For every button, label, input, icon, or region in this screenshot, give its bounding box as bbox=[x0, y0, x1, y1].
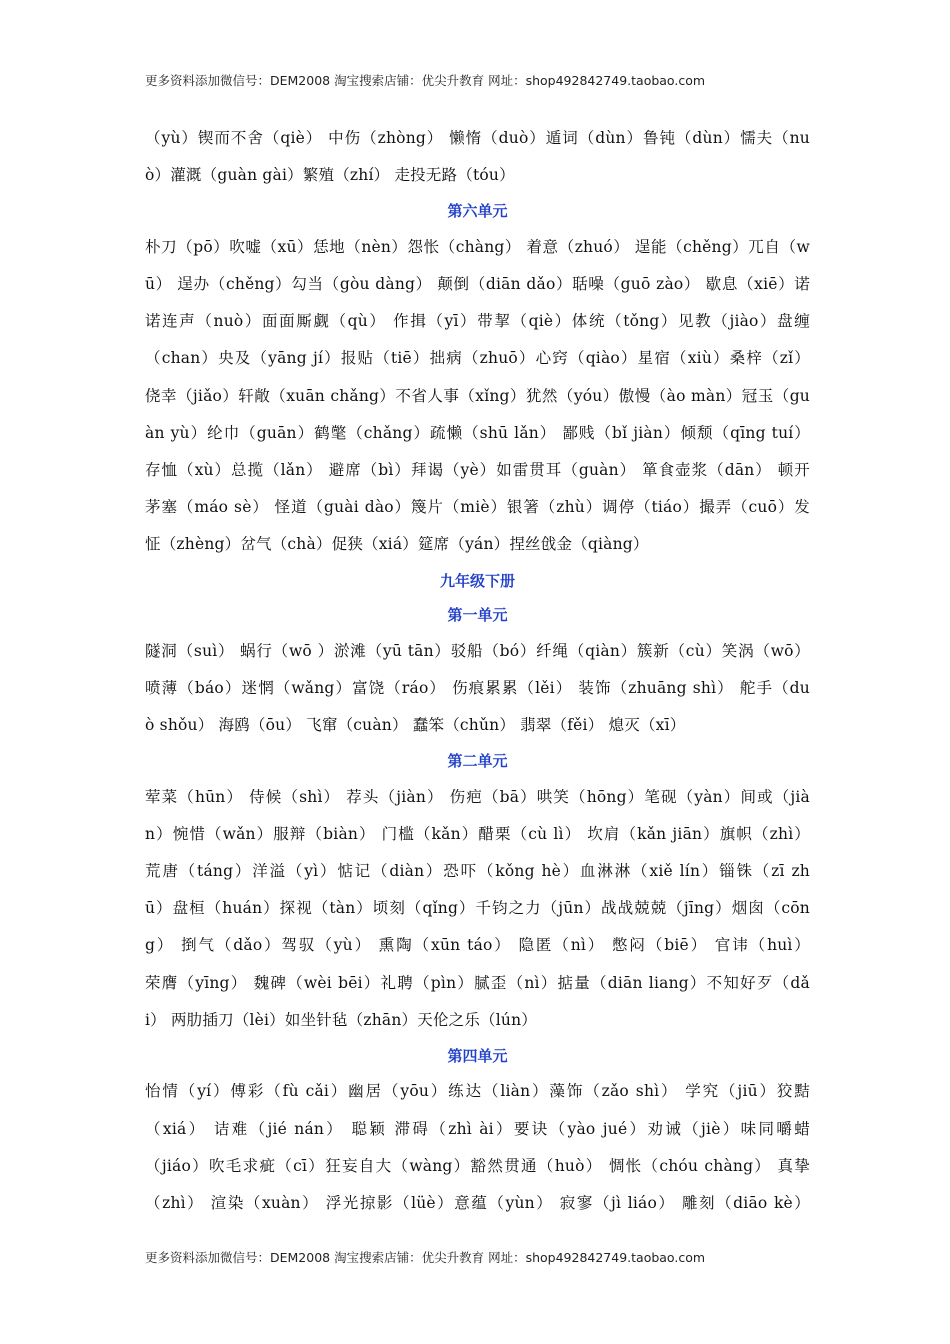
section-heading: 第六单元 bbox=[447, 202, 508, 221]
section-heading: 第一单元 bbox=[447, 606, 508, 625]
text-line: 荤菜（hūn） 侍候（shì） 荐头（jiàn） 伤疤（bā）哄笑（hōng）笔砚（yàn）间或（jià bbox=[145, 787, 810, 806]
text-line: （yù）锲而不舍（qiè） 中伤（zhòng） 懒惰（duò）遁词（dùn）鲁钝（dùn）懦夫（nu bbox=[145, 129, 810, 147]
text-line: 隧洞（suì） 蜗行（wō ）淤滩（yū tān）驳船（bó）纤绳（qiàn）簇新（cù）笑涡（wō） bbox=[145, 641, 810, 660]
text-line: （zhì） 渲染（xuàn） 浮光掠影（lüè）意蕴（yùn） 寂寥（jì liáo） 雕刻（diāo kè） bbox=[145, 1194, 810, 1212]
text-line: g） 捯气（dǎo）驾驭（yù） 熏陶（xūn táo） 隐匿（nì） 憋闷（biē） 官讳（huì） bbox=[145, 936, 810, 955]
section-heading: 第二单元 bbox=[447, 752, 508, 771]
text-line: àn yù）纶巾（guān）鹤氅（chǎng）疏懒（shū lǎn） 鄙贱（bǐ jiàn）倾颓（qīng tuí） bbox=[145, 423, 810, 442]
text-line: ū） 逞办（chěng）勾当（gòu dàng） 颠倒（diān dǎo）聒噪（guō zào） 歇息（xiē）诺 bbox=[145, 275, 810, 294]
text-line: 朴刀（pō）吹嘘（xū）恁地（nèn）怨怅（chàng） 着意（zhuó） 逞能（chěng）兀自（w bbox=[145, 237, 810, 256]
text-line: i） 两肋插刀（lèi）如坐针毡（zhān）天伦之乐（lún） bbox=[145, 1010, 537, 1029]
volume-heading: 九年级下册 bbox=[439, 571, 515, 590]
page-header: 更多资料添加微信号：DEM2008 淘宝搜索店铺：优尖升教育 网址：shop492842749.taobao.com bbox=[145, 73, 706, 88]
text-line: 荣膺（yīng） 魏碑（wèi bēi）礼聘（pìn）腻歪（nì）掂量（diān liang）不知好歹（dǎ bbox=[145, 973, 810, 992]
text-line: （xiá） 诘难（jié nán） 聪颖 滞碍（zhì ài）要诀（yào jué）劝诫（jiè）味同嚼蜡 bbox=[145, 1119, 810, 1138]
text-line: 荒唐（táng）洋溢（yì）惦记（diàn）恐吓（kǒng hè）血淋淋（xiě lín）锱铢（zī zh bbox=[145, 862, 810, 880]
text-line: （jiáo）吹毛求疵（cī）狂妄自大（wàng）豁然贯通（huò） 惆怅（chóu chàng） 真挚 bbox=[145, 1156, 810, 1175]
text-line: 怔（zhèng）岔气（chà）促狭（xiá）筵席（yán）捏丝戗金（qiàng） bbox=[145, 535, 649, 554]
text-line: 诺连声（nuò）面面厮觑（qù） 作揖（yī）带挈（qiè）体统（tǒng）见教（jiào）盘缠 bbox=[145, 312, 810, 331]
text-line: n）惋惜（wǎn）服辩（biàn） 门槛（kǎn）醋栗（cù lì） 坎肩（kǎn jiān）旗帜（zhì） bbox=[145, 824, 810, 843]
text-line: （chan）央及（yāng jí）报贴（tiē）拙病（zhuō）心窍（qiào）星宿（xiù）桑梓（zǐ） bbox=[145, 349, 810, 368]
text-line: 存恤（xù）总揽（lǎn） 避席（bì）拜谒（yè）如雷贯耳（guàn） 箪食壶浆（dān） 顿开 bbox=[145, 461, 810, 479]
section-heading: 第四单元 bbox=[447, 1046, 508, 1065]
vocabulary-body bbox=[145, 120, 810, 1222]
text-line: ū）盘桓（huán）探视（tàn）顷刻（qǐng）千钧之力（jūn）战战兢兢（jīng）烟囱（cōn bbox=[145, 899, 810, 918]
text-line: ò）灌溉（guàn gài）繁殖（zhí） 走投无路（tóu） bbox=[145, 166, 515, 185]
text-line: 茅塞（máo sè） 怪道（guài dào）篾片（miè）银箸（zhù）调停（tiáo）撮弄（cuō）发 bbox=[145, 498, 810, 517]
page-footer: 更多资料添加微信号：DEM2008 淘宝搜索店铺：优尖升教育 网址：shop492842749.taobao.com bbox=[145, 1250, 706, 1265]
text-line: 怡情（yí）傅彩（fù cǎi）幽居（yōu）练达（liàn）藻饰（zǎo shì） 学究（jiū）狡黠 bbox=[145, 1082, 810, 1101]
text-line: 喷薄（báo）迷惘（wǎng）富饶（ráo） 伤痕累累（lěi） 装饰（zhuāng shì） 舵手（du bbox=[145, 678, 810, 697]
text-line: 侥幸（jiǎo）轩敞（xuān chǎng）不省人事（xǐng）犹然（yóu）傲慢（ào màn）冠玉（gu bbox=[145, 386, 810, 405]
text-line: ò shǒu） 海鸥（ōu） 飞窜（cuàn） 蠢笨（chǔn） 翡翠（fěi） 熄灭（xī） bbox=[145, 715, 686, 734]
